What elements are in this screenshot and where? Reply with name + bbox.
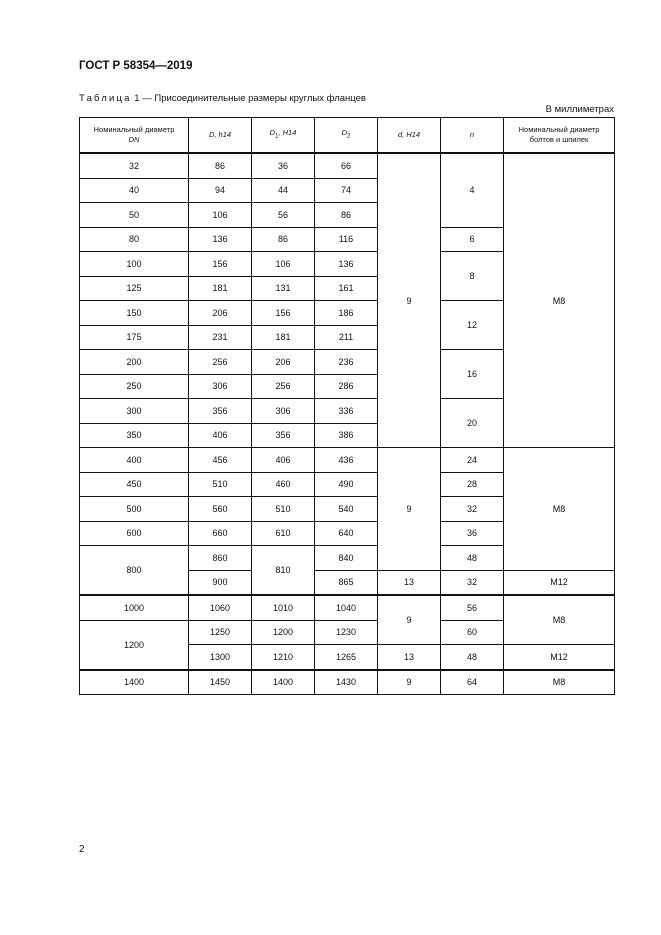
caption-label: Таблица: [79, 93, 132, 104]
cell-n: 32: [441, 570, 504, 595]
document-title: ГОСТ Р 58354—2019: [79, 60, 193, 72]
table-row: [80, 448, 615, 473]
cell-dn: 1200: [80, 620, 189, 670]
page-number: 2: [79, 844, 85, 855]
cell-d1: 86: [252, 227, 315, 252]
header-bolt-diameter: Номинальный диаметр болтов и шпилек: [504, 118, 615, 154]
cell-d: 1450: [189, 670, 252, 695]
cell-d: 356: [189, 399, 252, 424]
cell-d-small: 9: [378, 670, 441, 695]
cell-n: 4: [441, 153, 504, 227]
cell-d: 231: [189, 325, 252, 350]
table-row: [80, 595, 615, 620]
cell-dn: 250: [80, 374, 189, 399]
cell-bolt: M8: [504, 670, 615, 695]
cell-d1: 460: [252, 472, 315, 497]
cell-n: 24: [441, 448, 504, 473]
header-n: n: [441, 118, 504, 154]
cell-dn: 500: [80, 497, 189, 522]
cell-n: 8: [441, 252, 504, 301]
cell-n: 64: [441, 670, 504, 695]
cell-dn: 450: [80, 472, 189, 497]
cell-d1: 306: [252, 399, 315, 424]
cell-d2: 386: [315, 423, 378, 448]
cell-dn: 600: [80, 521, 189, 546]
cell-d: 510: [189, 472, 252, 497]
cell-dn: 350: [80, 423, 189, 448]
cell-d1: 406: [252, 448, 315, 473]
cell-d1: 36: [252, 153, 315, 178]
cell-bolt: M8: [504, 153, 615, 448]
cell-n: 16: [441, 350, 504, 399]
cell-n: 28: [441, 472, 504, 497]
header-d1: $D_1$, H14: [252, 118, 315, 154]
cell-dn: 40: [80, 178, 189, 203]
cell-n: 60: [441, 620, 504, 645]
cell-d: 1250: [189, 620, 252, 645]
cell-n: 56: [441, 595, 504, 620]
cell-d2: 865: [315, 570, 378, 595]
cell-dn: 1000: [80, 595, 189, 620]
cell-d-small: 9: [378, 448, 441, 571]
cell-d2: 186: [315, 301, 378, 326]
cell-dn: 125: [80, 276, 189, 301]
cell-d2: 236: [315, 350, 378, 375]
table-row: [80, 670, 615, 695]
table-header-row: [80, 118, 615, 154]
cell-dn: 100: [80, 252, 189, 277]
cell-d2: 74: [315, 178, 378, 203]
cell-d-small: 9: [378, 595, 441, 645]
units-note: В миллиметрах: [545, 104, 614, 115]
cell-dn: 400: [80, 448, 189, 473]
flange-dimensions-table: [79, 117, 615, 695]
cell-d2: 116: [315, 227, 378, 252]
cell-d2: 336: [315, 399, 378, 424]
caption-text: Присоединительные размеры круглых фланцев: [154, 93, 366, 104]
cell-d: 94: [189, 178, 252, 203]
cell-d1: 610: [252, 521, 315, 546]
cell-d: 406: [189, 423, 252, 448]
cell-dn: 50: [80, 203, 189, 228]
cell-bolt: M12: [504, 645, 615, 670]
cell-d2: 490: [315, 472, 378, 497]
cell-dn: 80: [80, 227, 189, 252]
cell-d: 860: [189, 546, 252, 571]
cell-dn: 32: [80, 153, 189, 178]
cell-d2: 136: [315, 252, 378, 277]
cell-d: 206: [189, 301, 252, 326]
header-d-small: d, H14: [378, 118, 441, 154]
caption-number: 1: [134, 93, 140, 104]
cell-d2: 1040: [315, 595, 378, 620]
cell-dn: 200: [80, 350, 189, 375]
cell-d2: 1430: [315, 670, 378, 695]
cell-d1: 56: [252, 203, 315, 228]
cell-d-small: 9: [378, 153, 441, 448]
cell-d1: 1200: [252, 620, 315, 645]
cell-n: 12: [441, 301, 504, 350]
cell-d2: 640: [315, 521, 378, 546]
cell-d1: 1400: [252, 670, 315, 695]
header-d2: $D_2$: [315, 118, 378, 154]
cell-dn: 150: [80, 301, 189, 326]
cell-d: 86: [189, 153, 252, 178]
cell-d: 660: [189, 521, 252, 546]
cell-n: 48: [441, 645, 504, 670]
cell-d2: 540: [315, 497, 378, 522]
cell-d2: 66: [315, 153, 378, 178]
cell-bolt: M8: [504, 448, 615, 571]
cell-d1: 181: [252, 325, 315, 350]
cell-d1: 510: [252, 497, 315, 522]
cell-n: 6: [441, 227, 504, 252]
cell-d: 900: [189, 570, 252, 595]
cell-d: 1300: [189, 645, 252, 670]
cell-d1: 44: [252, 178, 315, 203]
cell-d1: 1010: [252, 595, 315, 620]
cell-d2: 436: [315, 448, 378, 473]
cell-n: 20: [441, 399, 504, 448]
cell-d1: 206: [252, 350, 315, 375]
cell-d2: 1230: [315, 620, 378, 645]
cell-d1: 356: [252, 423, 315, 448]
cell-n: 48: [441, 546, 504, 571]
cell-d2: 211: [315, 325, 378, 350]
cell-d: 306: [189, 374, 252, 399]
cell-d1: 106: [252, 252, 315, 277]
cell-d: 106: [189, 203, 252, 228]
cell-d1: 1210: [252, 645, 315, 670]
cell-d2: 840: [315, 546, 378, 571]
table-caption: [79, 93, 366, 104]
table-row: [80, 153, 615, 178]
cell-n: 36: [441, 521, 504, 546]
cell-d-small: 13: [378, 645, 441, 670]
cell-d1: 810: [252, 546, 315, 596]
cell-d2: 86: [315, 203, 378, 228]
cell-dn: 300: [80, 399, 189, 424]
cell-bolt: M8: [504, 595, 615, 645]
cell-d2: 161: [315, 276, 378, 301]
cell-d1: 131: [252, 276, 315, 301]
cell-dn: 800: [80, 546, 189, 596]
cell-dn: 1400: [80, 670, 189, 695]
cell-d: 256: [189, 350, 252, 375]
header-dn: Номинальный диаметр DN: [80, 118, 189, 154]
cell-d: 456: [189, 448, 252, 473]
cell-d1: 256: [252, 374, 315, 399]
cell-dn: 175: [80, 325, 189, 350]
cell-d-small: 13: [378, 570, 441, 595]
cell-d1: 156: [252, 301, 315, 326]
caption-dash: —: [139, 93, 155, 104]
cell-d: 136: [189, 227, 252, 252]
cell-d: 560: [189, 497, 252, 522]
cell-bolt: M12: [504, 570, 615, 595]
cell-d: 181: [189, 276, 252, 301]
cell-d2: 1265: [315, 645, 378, 670]
cell-n: 32: [441, 497, 504, 522]
cell-d2: 286: [315, 374, 378, 399]
cell-d: 1060: [189, 595, 252, 620]
cell-d: 156: [189, 252, 252, 277]
header-d: D, h14: [189, 118, 252, 154]
